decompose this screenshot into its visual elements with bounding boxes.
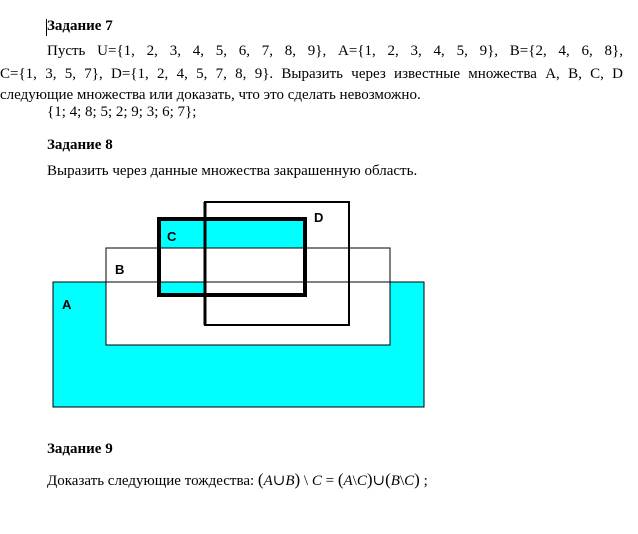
- word: Выразить: [281, 66, 344, 82]
- word: 7},: [84, 66, 103, 82]
- word: 3,: [169, 43, 181, 59]
- word: 6,: [238, 43, 250, 59]
- formula-difference: \: [303, 473, 309, 489]
- task9-prefix: Доказать следующие тождества:: [47, 473, 255, 489]
- set-diagram: [0, 195, 638, 420]
- word: известные: [394, 66, 461, 82]
- word: 4,: [192, 43, 204, 59]
- word: 9},: [479, 43, 499, 59]
- formula-rparen: ): [294, 470, 301, 489]
- formula-union: ∪: [372, 473, 386, 489]
- task7-line3: следующие множества или доказать, что это сделать невозможно.: [0, 87, 421, 103]
- task7-sets: {1; 4; 8; 5; 2; 9; 3; 6; 7};: [47, 104, 197, 120]
- word: 2,: [387, 43, 399, 59]
- word: 5,: [215, 43, 227, 59]
- label-b: B: [115, 262, 125, 277]
- word: 7,: [261, 43, 273, 59]
- word: 3,: [410, 43, 422, 59]
- formula-c: C: [404, 473, 415, 489]
- word: D={1,: [111, 66, 149, 82]
- word: C={1,: [0, 66, 37, 82]
- word: 2,: [146, 43, 158, 59]
- word: 4,: [433, 43, 445, 59]
- word: D: [612, 66, 623, 82]
- formula-lparen: (: [385, 470, 391, 489]
- task8-text: Выразить через данные множества закрашенную область.: [47, 163, 418, 179]
- word: 8,: [284, 43, 297, 59]
- formula-b: B: [285, 473, 295, 489]
- formula-a: A: [263, 473, 273, 489]
- set-c-top-fill: [159, 219, 305, 248]
- formula-lparen: (: [337, 470, 344, 489]
- formula-rparen: ): [366, 470, 373, 489]
- word: через: [351, 66, 386, 82]
- formula-c: C: [311, 473, 322, 489]
- word: B={2,: [509, 43, 547, 59]
- task7-heading: Задание 7: [47, 18, 113, 34]
- identity-formula: [257, 470, 424, 489]
- word: 9}.: [254, 66, 274, 82]
- task7-line2: [0, 66, 623, 83]
- task8-heading: Задание 8: [47, 137, 113, 153]
- word: 9},: [307, 43, 327, 59]
- formula-c: C: [356, 473, 367, 489]
- word: 8},: [604, 43, 623, 59]
- word: 2,: [157, 66, 169, 82]
- word: 3,: [45, 66, 57, 82]
- set-b-interior: [107, 283, 390, 345]
- label-c: C: [167, 229, 177, 244]
- formula-b: B: [390, 473, 400, 489]
- word: 7,: [215, 66, 227, 82]
- formula-difference: \: [352, 473, 357, 489]
- task9-heading: Задание 9: [47, 441, 113, 457]
- formula-difference: \: [399, 473, 405, 489]
- word: B,: [568, 66, 582, 82]
- label-a: A: [62, 297, 72, 312]
- word: A={1,: [338, 43, 376, 59]
- word: 6,: [581, 43, 593, 59]
- formula-rparen: ): [414, 470, 420, 489]
- formula-union: ∪: [272, 473, 286, 489]
- task9-suffix: ;: [423, 473, 428, 489]
- task7-line1: [47, 43, 623, 60]
- word: 4,: [176, 66, 188, 82]
- word: 5,: [196, 66, 208, 82]
- formula-equals: =: [325, 473, 335, 489]
- word: C,: [590, 66, 604, 82]
- word: 4,: [558, 43, 570, 59]
- task9-text: [47, 470, 428, 490]
- formula-lparen: (: [257, 470, 264, 489]
- word: A,: [545, 66, 560, 82]
- word: 5,: [64, 66, 76, 82]
- word: 5,: [456, 43, 468, 59]
- word: множества: [468, 66, 537, 82]
- word: 8,: [235, 66, 247, 82]
- formula-a: A: [343, 473, 353, 489]
- word: U={1,: [97, 43, 135, 59]
- word: Пусть: [47, 43, 86, 59]
- label-d: D: [314, 210, 324, 225]
